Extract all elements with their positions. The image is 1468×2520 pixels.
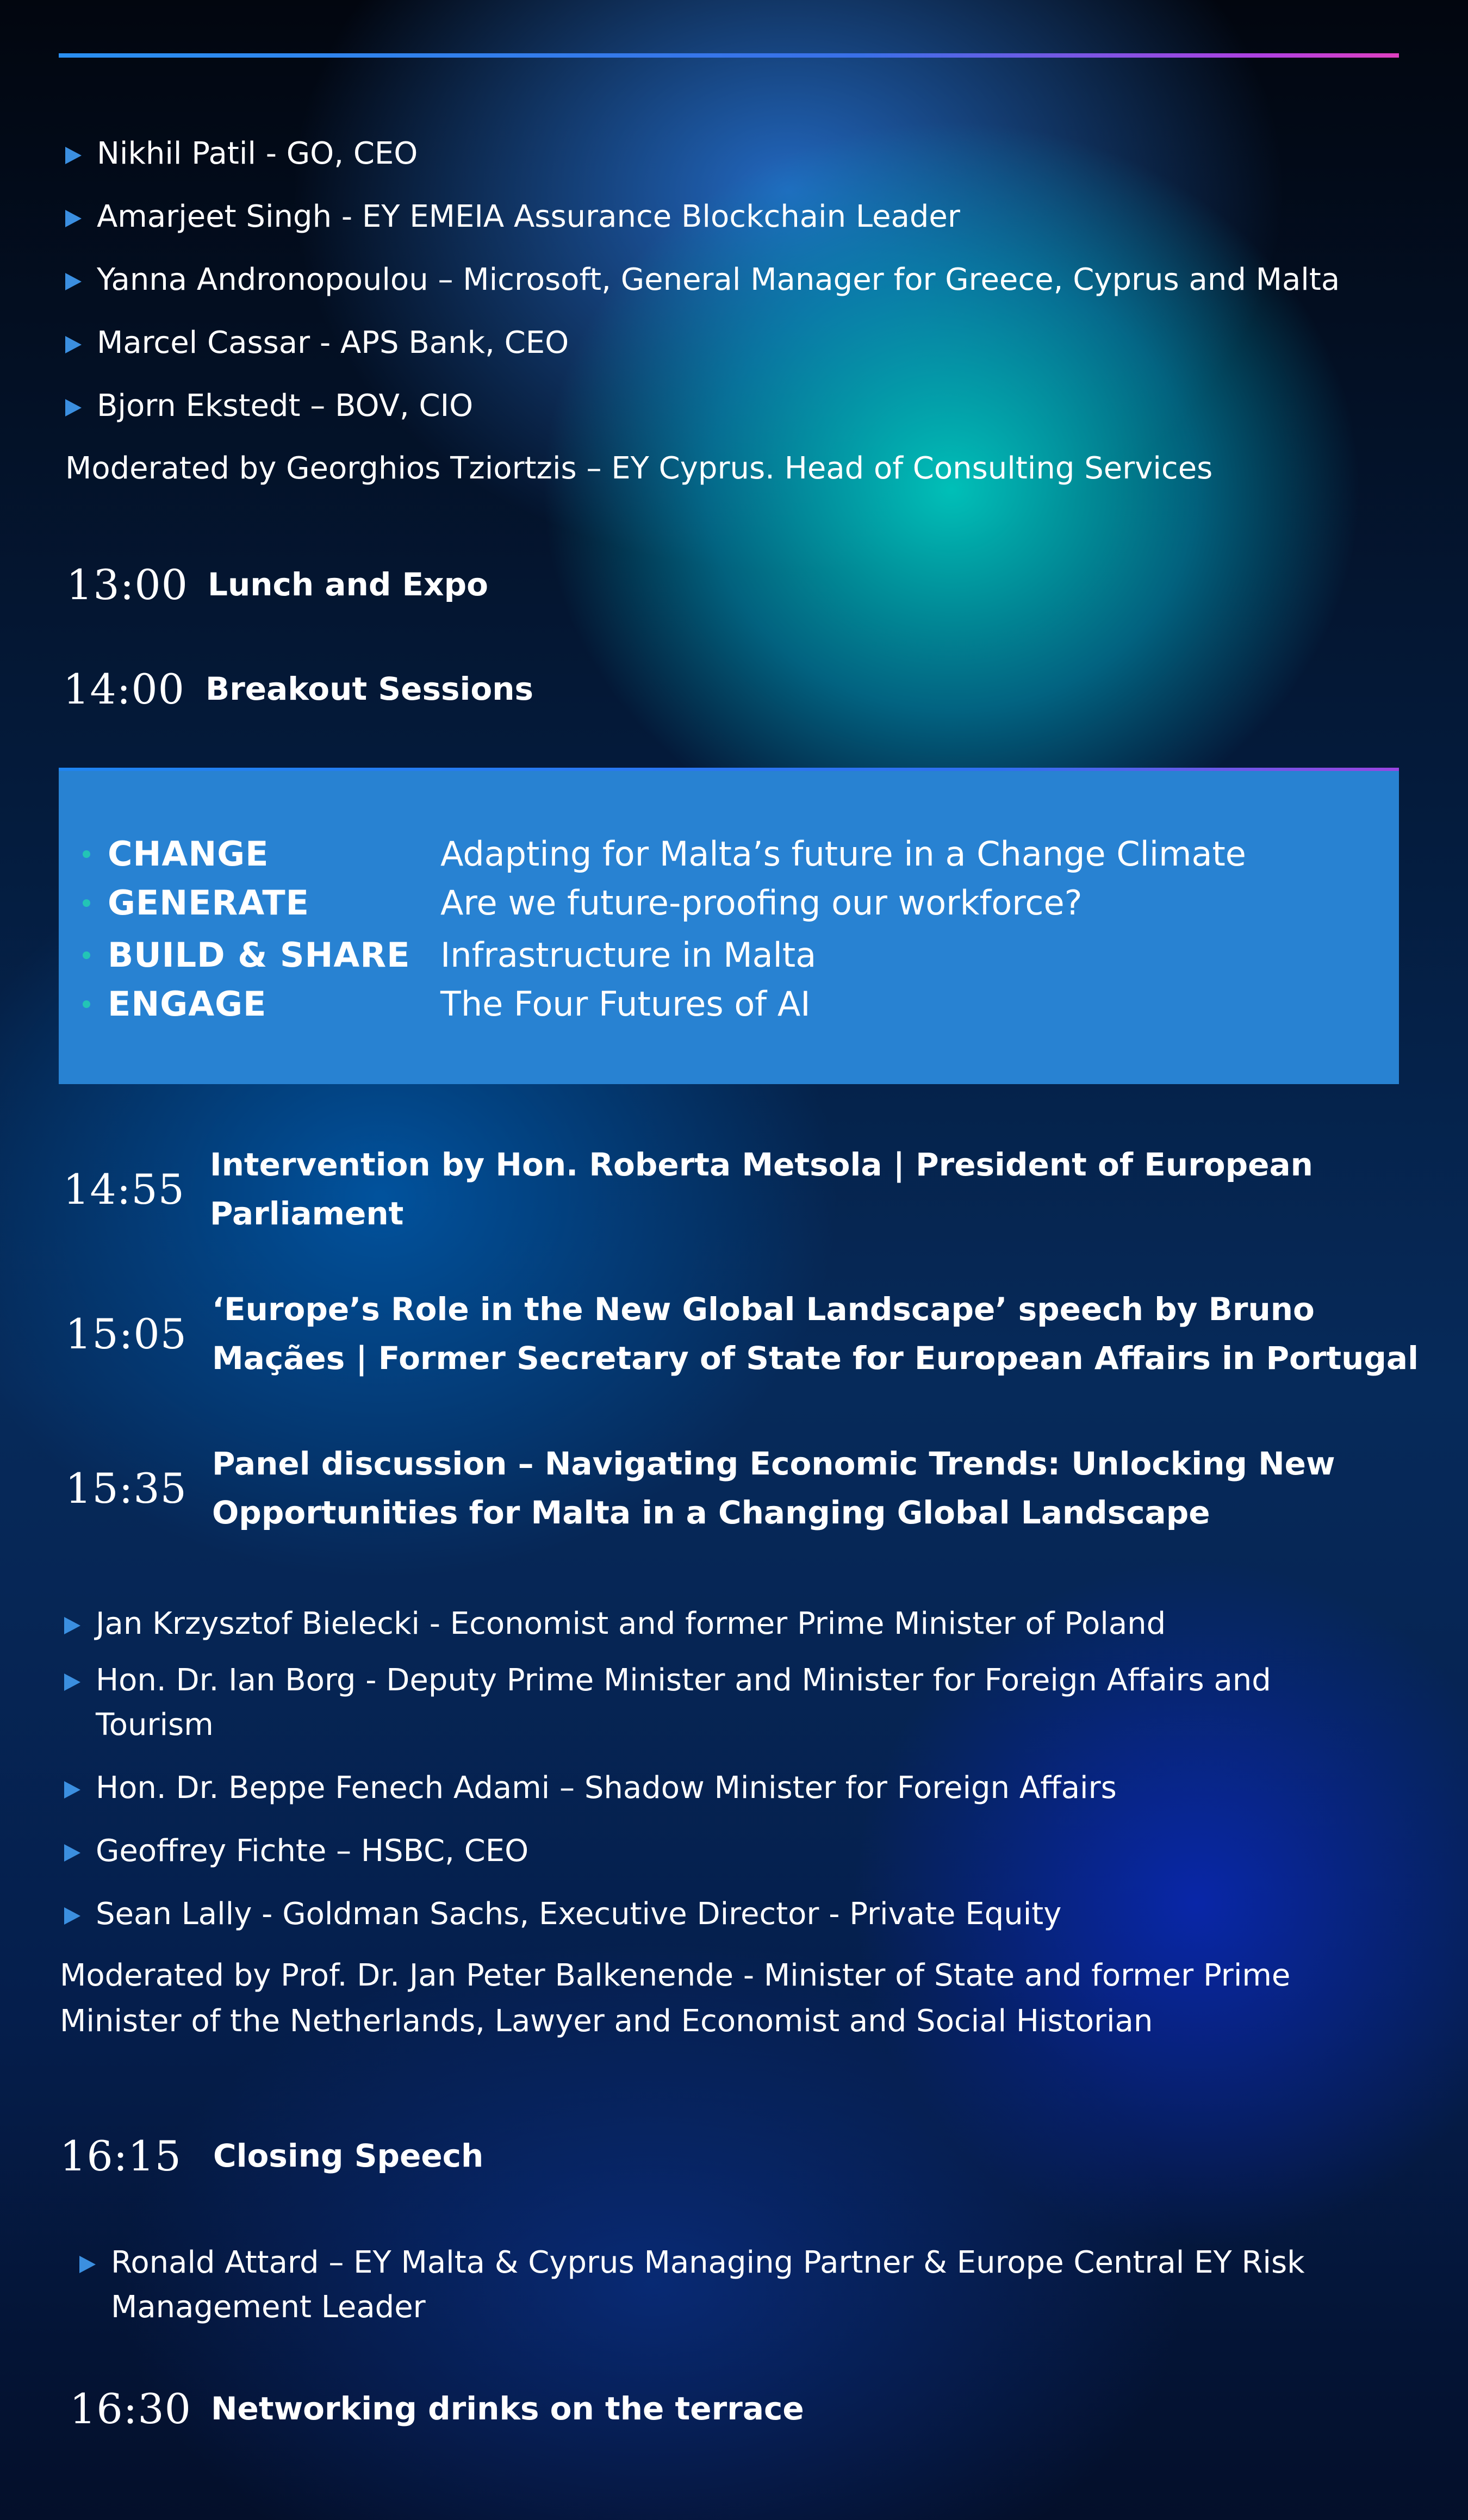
slot-title: Closing Speech bbox=[213, 2137, 484, 2174]
triangle-bullet-icon bbox=[64, 1617, 80, 1634]
triangle-bullet-icon bbox=[65, 336, 82, 353]
slot-title: ‘Europe’s Role in the New Global Landscape’ speech by Bruno Maçães | Former Secretary of State for European Affairs in Portugal bbox=[212, 1291, 1419, 1377]
breakout-row bbox=[108, 878, 1083, 928]
agenda-slot-intervention bbox=[63, 1140, 1313, 1238]
list-item: Sean Lally - Goldman Sachs, Executive Director - Private Equity bbox=[53, 1892, 1391, 1937]
list-item: Amarjeet Singh - EY EMEIA Assurance Blockchain Leader bbox=[54, 195, 1340, 239]
breakout-value: Adapting for Malta’s future in a Change Climate bbox=[440, 833, 1246, 874]
slot-time: 16:15 bbox=[60, 2131, 182, 2180]
slot-time: 13:00 bbox=[66, 560, 189, 609]
slot-title: Intervention by Hon. Roberta Metsola | President of European Parliament bbox=[210, 1146, 1313, 1232]
list-item: Marcel Cassar - APS Bank, CEO bbox=[54, 321, 1340, 365]
breakout-value: Infrastructure in Malta bbox=[440, 935, 817, 975]
dot-bullet-icon bbox=[83, 899, 90, 907]
triangle-bullet-icon bbox=[65, 147, 82, 164]
agenda-slot-lunch bbox=[66, 560, 488, 609]
breakout-value: Are we future-proofing our workforce? bbox=[440, 882, 1083, 923]
agenda-slot-panel bbox=[65, 1439, 1335, 1537]
breakout-key: ENGAGE bbox=[108, 984, 267, 1024]
slot-time: 14:00 bbox=[63, 664, 185, 713]
triangle-bullet-icon bbox=[64, 1844, 80, 1862]
slot-title: Networking drinks on the terrace bbox=[211, 2390, 804, 2427]
slot-time: 15:05 bbox=[65, 1309, 188, 1358]
triangle-bullet-icon bbox=[65, 399, 82, 416]
breakout-row bbox=[108, 930, 816, 980]
panel1-moderator: Moderated by Georghios Tziortzis – EY Cyprus. Head of Consulting Services bbox=[65, 451, 1213, 486]
slot-title: Breakout Sessions bbox=[206, 670, 534, 707]
slot-time: 16:30 bbox=[70, 2384, 192, 2433]
slot-time: 15:35 bbox=[65, 1464, 188, 1513]
slot-title: Lunch and Expo bbox=[208, 566, 488, 603]
breakout-key: BUILD & SHARE bbox=[108, 935, 410, 975]
panel2-moderator: Moderated by Prof. Dr. Jan Peter Balkenende - Minister of State and former Prime Minister of the Netherlands, Lawyer and Economist and Social Historian bbox=[60, 1958, 1291, 2039]
slot-time: 14:55 bbox=[63, 1165, 185, 1214]
breakout-key: GENERATE bbox=[108, 882, 310, 923]
list-item: Hon. Dr. Beppe Fenech Adami – Shadow Minister for Foreign Affairs bbox=[53, 1766, 1391, 1810]
triangle-bullet-icon bbox=[79, 2256, 96, 2273]
top-gradient-divider bbox=[59, 53, 1399, 58]
breakout-key: CHANGE bbox=[108, 833, 269, 874]
list-item: Geoffrey Fichte – HSBC, CEO bbox=[53, 1829, 1391, 1874]
slot-title: Panel discussion – Navigating Economic Trends: Unlocking New Opportunities for Malta in a Changing Global Landscape bbox=[212, 1445, 1335, 1531]
list-item: Ronald Attard – EY Malta & Cyprus Managing Partner & Europe Central EY Risk Management Leader bbox=[69, 2241, 1305, 2330]
agenda-slot-closing bbox=[60, 2131, 483, 2180]
breakout-row bbox=[108, 979, 811, 1029]
list-item: Jan Krzysztof Bielecki - Economist and former Prime Minister of Poland bbox=[53, 1602, 1391, 1646]
breakout-row bbox=[108, 829, 1246, 879]
closing-speaker-list bbox=[69, 2241, 1305, 2330]
triangle-bullet-icon bbox=[65, 210, 82, 227]
panel1-speaker-list bbox=[54, 132, 1340, 428]
dot-bullet-icon bbox=[83, 1000, 90, 1008]
triangle-bullet-icon bbox=[65, 273, 82, 290]
agenda-slot-networking bbox=[70, 2384, 804, 2433]
panel2-speaker-list bbox=[53, 1602, 1391, 1937]
dot-bullet-icon bbox=[83, 850, 90, 858]
list-item: Hon. Dr. Ian Borg - Deputy Prime Minister and Minister for Foreign Affairs and Tourism bbox=[53, 1658, 1391, 1747]
triangle-bullet-icon bbox=[64, 1907, 80, 1925]
agenda-slot-speech bbox=[65, 1285, 1419, 1383]
triangle-bullet-icon bbox=[64, 1781, 80, 1799]
breakout-sessions-panel bbox=[59, 768, 1399, 1084]
dot-bullet-icon bbox=[83, 951, 90, 959]
breakout-value: The Four Futures of AI bbox=[440, 984, 811, 1024]
list-item: Nikhil Patil - GO, CEO bbox=[54, 132, 1340, 176]
list-item: Bjorn Ekstedt – BOV, CIO bbox=[54, 384, 1340, 428]
list-item: Yanna Andronopoulou – Microsoft, General Manager for Greece, Cyprus and Malta bbox=[54, 258, 1340, 302]
triangle-bullet-icon bbox=[64, 1673, 80, 1691]
agenda-slot-breakout bbox=[63, 664, 533, 713]
